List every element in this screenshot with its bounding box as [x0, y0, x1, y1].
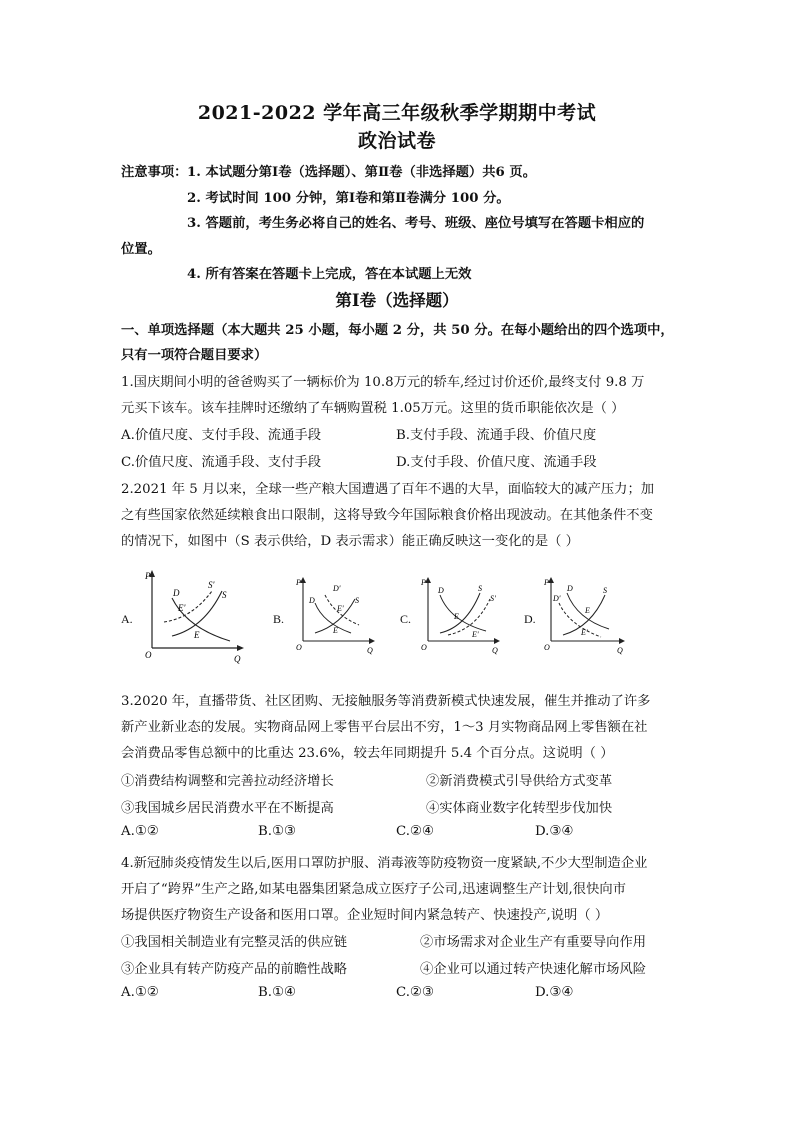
axis-q-label: Q	[617, 646, 623, 655]
graph-a-label: A.	[121, 612, 133, 626]
curve-label: S	[355, 596, 359, 605]
option-a: A.价值尺度、支付手段、流通手段	[121, 428, 321, 443]
question-text: 之有些国家依然延续粮食出口限制，这将导致今年国际粮食价格出现波动。在其他条件不变	[121, 508, 653, 523]
curve-label: S'	[208, 580, 215, 590]
curve-label: E	[194, 630, 200, 640]
curve-label: S	[478, 584, 482, 593]
question-text: 3.2020 年，直播带货、社区团购、无接触服务等消费新模式快速发展，催生并推动了许多	[121, 694, 651, 709]
curve-label: D'	[333, 584, 341, 593]
supply-demand-graph-d	[541, 573, 629, 658]
section-instruction: 只有一项符合题目要求）	[121, 348, 268, 363]
option-b: B.支付手段、流通手段、价值尺度	[396, 428, 597, 443]
graph-b-label: B.	[273, 612, 285, 626]
axis-o-label: O	[421, 643, 427, 652]
curve-label: E'	[178, 603, 186, 613]
supply-demand-graph-c	[418, 573, 503, 658]
notes-label: 注意事项：	[121, 165, 188, 180]
note-item: 位置。	[121, 242, 161, 257]
statement: ②新消费模式引导供给方式变革	[426, 774, 613, 789]
question-text: 1.国庆期间小明的爸爸购买了一辆标价为 10.8万元的轿车,经过讨价还价,最终支付 9.8 万	[121, 375, 645, 390]
axis-o-label: O	[296, 643, 302, 652]
curve-label: S	[222, 590, 227, 600]
axis-p-label: P	[544, 578, 549, 587]
exam-title: 2021-2022 学年高三年级秋季学期期中考试	[197, 102, 597, 124]
statement: ①消费结构调整和完善拉动经济增长	[121, 774, 334, 789]
option-c: C.②③	[396, 985, 434, 1000]
curve-label: S'	[490, 594, 496, 603]
axis-o-label: O	[145, 650, 152, 660]
graph-d-label: D.	[524, 612, 536, 626]
statement: ④实体商业数字化转型步伐加快	[426, 801, 613, 816]
question-text: 2.2021 年 5 月以来，全球一些产粮大国遭遇了百年不遇的大旱，面临较大的减产压力；加	[121, 482, 655, 497]
statement: ②市场需求对企业生产有重要导向作用	[420, 935, 647, 950]
curve-label: E	[585, 606, 590, 615]
curve-label: D	[438, 586, 444, 595]
question-text: 场提供医疗物资生产设备和医用口罩。企业短时间内紧急转产、快速投产,说明（ ）	[121, 908, 609, 923]
exam-subject: 政治试卷	[357, 130, 436, 152]
option-d: D.支付手段、价值尺度、流通手段	[396, 455, 597, 470]
curve-label: E	[333, 626, 338, 635]
question-text: 会消费品零售总额中的比重达 23.6%，较去年同期提升 5.4 个百分点。这说明（ ）	[121, 746, 614, 761]
note-item: 3. 答题前，考生务必将自己的姓名、考号、班级、座位号填写在答题卡相应的	[187, 216, 645, 231]
question-text: 元买下该车。该车挂牌时还缴纳了车辆购置税 1.05万元。这里的货币职能依次是（ ）	[121, 401, 625, 416]
axis-q-label: Q	[492, 646, 498, 655]
curve-label: E'	[337, 604, 344, 613]
option-a: A.①②	[121, 824, 159, 839]
curve-label: E'	[472, 630, 479, 639]
statement: ①我国相关制造业有完整灵活的供应链	[121, 935, 348, 950]
axis-q-label: Q	[234, 654, 241, 664]
option-d: D.③④	[535, 824, 574, 839]
statement: ④企业可以通过转产快速化解市场风险	[420, 962, 647, 977]
curve-label: D	[173, 588, 180, 598]
statement: ③我国城乡居民消费水平在不断提高	[121, 801, 334, 816]
graph-c-label: C.	[400, 612, 412, 626]
question-text: 4.新冠肺炎疫情发生以后,医用口罩防护服、消毒液等防疫物资一度紧缺,不少大型制造企业	[121, 856, 648, 871]
note-item: 2. 考试时间 100 分钟，第Ⅰ卷和第Ⅱ卷满分 100 分。	[187, 191, 510, 206]
option-d: D.③④	[535, 985, 574, 1000]
option-a: A.①②	[121, 985, 159, 1000]
question-text: 开启了“跨界”生产之路,如某电器集团紧急成立医疗子公司,迅速调整生产计划,很快向市	[121, 882, 626, 897]
curve-label: S	[603, 586, 607, 595]
question-text: 的情况下，如图中（S 表示供给，D 表示需求）能正确反映这一变化的是（ ）	[121, 534, 579, 549]
axis-o-label: O	[544, 643, 550, 652]
section-title: 第Ⅰ卷（选择题）	[335, 291, 459, 310]
curve-label: D	[309, 596, 315, 605]
supply-demand-graph-b	[293, 573, 378, 658]
option-b: B.①④	[258, 985, 296, 1000]
axis-p-label: P	[296, 578, 301, 587]
statement: ③企业具有转产防疫产品的前瞻性战略	[121, 962, 348, 977]
curve-label: D'	[553, 594, 561, 603]
note-item: 4. 所有答案在答题卡上完成，答在本试题上无效	[187, 267, 472, 282]
curve-label: E	[454, 612, 459, 621]
question-text: 新产业新业态的发展。实物商品网上零售平台层出不穷，1～3 月实物商品网上零售额在社	[121, 720, 648, 735]
curve-label: E'	[581, 628, 588, 637]
option-c: C.②④	[396, 824, 434, 839]
option-c: C.价值尺度、流通手段、支付手段	[121, 455, 322, 470]
supply-demand-graph-a	[142, 566, 247, 666]
axis-p-label: P	[145, 571, 151, 581]
note-item: 1. 本试题分第Ⅰ卷（选择题）、第Ⅱ卷（非选择题）共6 页。	[187, 165, 536, 180]
section-instruction: 一、单项选择题（本大题共 25 小题，每小题 2 分，共 50 分。在每小题给出的四个选项中，	[121, 323, 674, 338]
axis-p-label: P	[421, 578, 426, 587]
axis-q-label: Q	[367, 646, 373, 655]
curve-label: D	[567, 584, 573, 593]
option-b: B.①③	[258, 824, 296, 839]
